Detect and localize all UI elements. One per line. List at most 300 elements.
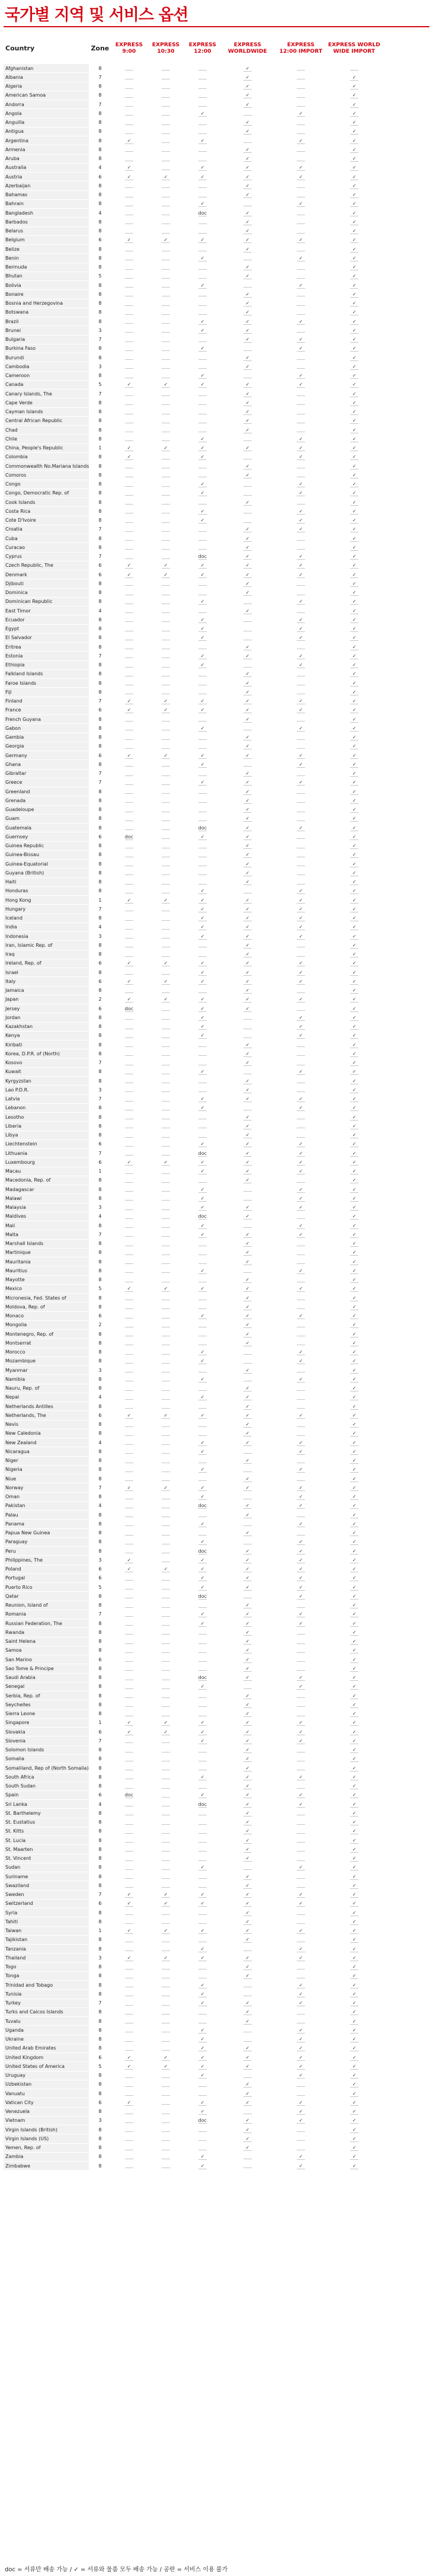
service-cell (111, 2125, 147, 2134)
service-mark (198, 941, 207, 947)
service-mark: ✓ (198, 978, 207, 985)
service-cell (221, 1474, 274, 1483)
table-row (4, 1945, 381, 1953)
table-row (4, 706, 381, 714)
service-cell (147, 1682, 184, 1691)
service-cell (147, 706, 184, 714)
service-mark: ✓ (297, 1159, 305, 1166)
service-cell (274, 1492, 328, 1501)
service-mark (162, 145, 170, 152)
service-cell (184, 877, 221, 886)
service-cell (328, 127, 381, 136)
service-mark: ✓ (243, 996, 252, 1003)
column-header-express-900: EXPRESS 9:00 (115, 42, 143, 55)
service-mark: ✓ (243, 851, 252, 858)
zone-value: 8 (89, 398, 111, 407)
service-cell (328, 1999, 381, 2007)
service-cell (147, 860, 184, 869)
service-cell (184, 1511, 221, 1520)
service-cell (221, 362, 274, 371)
service-mark: ✓ (198, 1023, 207, 1030)
table-row (4, 1818, 381, 1827)
service-mark (162, 326, 170, 333)
service-mark (125, 417, 133, 423)
service-mark (243, 281, 252, 288)
table-row (4, 2080, 381, 2089)
service-cell (111, 64, 147, 73)
service-cell (111, 1737, 147, 1745)
service-mark (243, 760, 252, 767)
country-name: Korea, D.P.R. of (North) (4, 1049, 89, 1058)
service-mark: ✓ (350, 2117, 358, 2124)
service-cell (147, 1718, 184, 1727)
service-mark: ✓ (198, 164, 207, 171)
country-name: Greece (4, 778, 89, 787)
service-cell (221, 1899, 274, 1908)
service-cell (328, 1917, 381, 1926)
service-cell (274, 254, 328, 263)
table-row (4, 1447, 381, 1456)
table-row (4, 1239, 381, 1248)
service-cell (221, 1655, 274, 1664)
service-mark: ✓ (350, 1132, 358, 1138)
service-cell (184, 742, 221, 751)
service-cell (328, 2152, 381, 2161)
table-row (4, 2044, 381, 2052)
table-row (4, 1031, 381, 1040)
service-cell (147, 2080, 184, 2089)
service-cell (274, 1981, 328, 1990)
service-mark (125, 344, 133, 351)
service-cell (184, 1320, 221, 1329)
service-cell (221, 1113, 274, 1122)
service-cell (274, 1077, 328, 1086)
service-mark: ✓ (350, 951, 358, 957)
service-cell (111, 1547, 147, 1556)
service-cell (274, 426, 328, 435)
service-cell (111, 398, 147, 407)
service-cell (221, 1483, 274, 1492)
service-cell (221, 1067, 274, 1076)
service-mark: ✓ (350, 1114, 358, 1121)
service-cell (111, 1167, 147, 1176)
service-mark (297, 1691, 305, 1698)
service-cell (184, 407, 221, 416)
service-mark (125, 1764, 133, 1770)
zone-value: 4 (89, 209, 111, 218)
service-mark: ✓ (350, 1412, 358, 1419)
service-cell (111, 1058, 147, 1067)
service-mark (125, 2071, 133, 2078)
country-name: Bahamas (4, 190, 89, 199)
service-cell (147, 1239, 184, 1248)
table-row (4, 697, 381, 706)
service-mark: ✓ (198, 1991, 207, 1997)
table-row (4, 1845, 381, 1854)
country-name: Bonaire (4, 290, 89, 299)
zone-value: 6 (89, 1311, 111, 1320)
service-cell (111, 669, 147, 678)
service-cell (111, 1809, 147, 1818)
country-name: Mauritius (4, 1266, 89, 1275)
service-mark (198, 336, 207, 342)
zone-value: 2 (89, 995, 111, 1004)
service-mark (243, 1520, 252, 1526)
service-cell (184, 1691, 221, 1700)
service-cell (111, 1818, 147, 1827)
service-mark: ✓ (350, 1295, 358, 1301)
service-cell (147, 1185, 184, 1194)
service-cell (328, 1411, 381, 1420)
service-mark: ✓ (350, 906, 358, 912)
service-mark (243, 598, 252, 604)
service-mark: ✓ (350, 110, 358, 117)
service-mark (125, 1212, 133, 1219)
service-mark (125, 806, 133, 812)
service-mark (162, 2089, 170, 2096)
service-cell (147, 1348, 184, 1356)
zone-value: 8 (89, 1962, 111, 1971)
service-cell (111, 597, 147, 606)
service-mark (125, 1366, 133, 1372)
service-cell (184, 1176, 221, 1185)
zone-value: 8 (89, 263, 111, 272)
service-mark: ✓ (350, 472, 358, 478)
zone-value: 8 (89, 1339, 111, 1348)
service-mark: ✓ (125, 164, 133, 171)
service-mark (243, 1013, 252, 1020)
service-cell (147, 1520, 184, 1528)
service-cell (147, 1800, 184, 1809)
service-cell (184, 1728, 221, 1737)
service-cell (111, 1908, 147, 1917)
service-cell (328, 462, 381, 471)
service-mark: ✓ (350, 806, 358, 813)
service-cell (147, 733, 184, 742)
service-cell (274, 190, 328, 199)
service-cell (147, 1257, 184, 1266)
service-cell (274, 245, 328, 254)
service-cell (147, 1058, 184, 1067)
service-mark: ✓ (350, 1538, 358, 1545)
service-mark: ✓ (297, 282, 305, 289)
service-cell (111, 2152, 147, 2161)
service-mark (162, 2008, 170, 2015)
service-mark (125, 1421, 133, 1427)
service-mark: ✓ (198, 1611, 207, 1617)
service-cell (274, 1031, 328, 1040)
zone-value: 8 (89, 407, 111, 416)
zone-value: 8 (89, 1601, 111, 1610)
service-cell (111, 1067, 147, 1076)
service-mark: ✓ (243, 1367, 252, 1374)
service-cell (184, 1492, 221, 1501)
service-cell (274, 2116, 328, 2125)
service-cell (221, 1926, 274, 1935)
service-mark: ✓ (350, 1421, 358, 1428)
zone-value: 4 (89, 1393, 111, 1402)
service-cell (184, 1981, 221, 1990)
service-cell (111, 1528, 147, 1537)
table-row (4, 932, 381, 941)
service-cell (147, 362, 184, 371)
service-mark: ✓ (297, 888, 305, 894)
service-cell (274, 1800, 328, 1809)
service-cell (184, 1294, 221, 1303)
service-mark: ✓ (243, 1783, 252, 1789)
service-cell (147, 226, 184, 235)
service-cell (111, 1356, 147, 1365)
service-cell (274, 1303, 328, 1311)
table-row (4, 507, 381, 516)
service-mark (198, 1131, 207, 1138)
service-mark (198, 1908, 207, 1915)
country-name: Marshall Islands (4, 1239, 89, 1248)
service-cell (111, 1303, 147, 1311)
service-mark: ✓ (350, 2153, 358, 2160)
zone-value: 5 (89, 1284, 111, 1293)
service-cell (147, 462, 184, 471)
zone-value: 7 (89, 1737, 111, 1745)
service-mark (125, 100, 133, 107)
country-name: Portugal (4, 1573, 89, 1582)
service-cell (147, 1275, 184, 1284)
service-cell (274, 1764, 328, 1773)
service-cell (111, 1275, 147, 1284)
service-mark: ✓ (243, 1674, 252, 1681)
service-cell (328, 1420, 381, 1429)
service-cell (147, 1790, 184, 1799)
service-mark: ✓ (243, 716, 252, 723)
service-mark: ✓ (243, 2081, 252, 2087)
service-cell (184, 1122, 221, 1131)
service-cell (274, 1248, 328, 1257)
service-cell (111, 1248, 147, 1257)
table-row (4, 796, 381, 805)
service-mark: ✓ (297, 2054, 305, 2061)
service-mark (125, 842, 133, 848)
service-mark (125, 941, 133, 947)
service-cell (184, 235, 221, 244)
service-mark: ✓ (243, 770, 252, 777)
service-cell (274, 1004, 328, 1013)
service-mark (125, 290, 133, 296)
service-cell (184, 1537, 221, 1546)
service-mark: ✓ (350, 1457, 358, 1464)
service-mark (162, 1746, 170, 1753)
service-mark: ✓ (198, 933, 207, 940)
zone-value: 8 (89, 742, 111, 751)
zone-value: 6 (89, 570, 111, 579)
service-cell (221, 317, 274, 326)
service-mark: ✓ (243, 933, 252, 940)
service-cell (147, 127, 184, 136)
service-cell (184, 977, 221, 986)
service-mark: ✓ (350, 1403, 358, 1410)
service-mark (198, 362, 207, 369)
service-cell (221, 1411, 274, 1420)
service-mark (125, 607, 133, 613)
service-mark: ✓ (162, 1566, 170, 1572)
zone-value: 8 (89, 1990, 111, 1999)
service-cell (184, 2017, 221, 2026)
service-mark: ✓ (162, 707, 170, 713)
service-cell (274, 2026, 328, 2035)
service-mark (125, 1140, 133, 1147)
service-mark (198, 1294, 207, 1300)
service-mark (162, 1547, 170, 1553)
service-cell (221, 2017, 274, 2026)
service-mark: ✓ (350, 1755, 358, 1762)
service-mark: ✓ (198, 1891, 207, 1898)
service-cell (184, 371, 221, 380)
service-mark: ✓ (350, 1792, 358, 1798)
service-cell (274, 986, 328, 995)
country-name: Guadeloupe (4, 805, 89, 814)
service-mark: ✓ (162, 1955, 170, 1961)
table-row (4, 2143, 381, 2152)
service-mark: ✓ (350, 2036, 358, 2042)
service-cell (147, 1465, 184, 1474)
service-mark (162, 887, 170, 893)
service-cell (147, 1573, 184, 1582)
service-cell (147, 498, 184, 507)
service-mark: ✓ (297, 2063, 305, 2070)
service-mark (198, 1049, 207, 1056)
service-cell (184, 1221, 221, 1230)
title-divider (4, 26, 429, 27)
service-cell (328, 426, 381, 435)
service-cell (221, 1962, 274, 1971)
zone-value: 8 (89, 1384, 111, 1393)
service-mark (198, 82, 207, 89)
country-name: Sri Lanka (4, 1800, 89, 1809)
table-row (4, 914, 381, 922)
table-row (4, 995, 381, 1004)
service-mark (198, 181, 207, 188)
service-mark (162, 1800, 170, 1806)
service-mark: ✓ (350, 1204, 358, 1211)
service-mark (125, 1691, 133, 1698)
service-mark: ✓ (243, 355, 252, 361)
zone-value: 4 (89, 607, 111, 615)
service-cell (221, 2080, 274, 2089)
service-mark: ✓ (198, 2163, 207, 2169)
service-mark (297, 1700, 305, 1707)
service-cell (111, 1926, 147, 1935)
service-mark (297, 1004, 305, 1011)
zone-value: 7 (89, 652, 111, 660)
service-cell (274, 1257, 328, 1266)
service-mark (125, 209, 133, 215)
service-mark: ✓ (350, 1042, 358, 1048)
service-cell (184, 498, 221, 507)
service-mark (125, 426, 133, 432)
service-cell (328, 1971, 381, 1980)
service-cell (274, 1239, 328, 1248)
service-mark (162, 155, 170, 161)
table-row (4, 353, 381, 362)
service-mark: ✓ (243, 1331, 252, 1338)
service-cell (111, 2089, 147, 2098)
service-mark: ✓ (243, 1900, 252, 1907)
service-mark: ✓ (243, 1765, 252, 1771)
service-cell (274, 1348, 328, 1356)
service-cell (221, 615, 274, 624)
service-cell (111, 877, 147, 886)
service-mark (198, 245, 207, 251)
service-cell (328, 823, 381, 832)
zone-value: 6 (89, 1139, 111, 1148)
country-name: Trinidad and Tobago (4, 1981, 89, 1990)
table-row (4, 1429, 381, 1438)
service-mark: ✓ (243, 1873, 252, 1880)
country-name: Kyrgyzstan (4, 1077, 89, 1086)
service-cell (184, 1330, 221, 1339)
service-cell (111, 841, 147, 850)
service-mark: ✓ (350, 83, 358, 90)
service-cell (274, 353, 328, 362)
service-cell (147, 1221, 184, 1230)
service-cell (111, 751, 147, 760)
service-cell (221, 1366, 274, 1375)
service-mark: ✓ (125, 1485, 133, 1491)
table-row (4, 1511, 381, 1520)
service-mark: ✓ (350, 1629, 358, 1636)
service-cell (221, 173, 274, 181)
service-cell (221, 1384, 274, 1393)
service-mark: ✓ (198, 1159, 207, 1166)
service-mark: ✓ (243, 1168, 252, 1174)
service-mark (125, 1538, 133, 1544)
service-cell (328, 1040, 381, 1049)
service-mark (162, 860, 170, 866)
service-mark (162, 1212, 170, 1219)
service-cell (111, 516, 147, 525)
service-cell (221, 2107, 274, 2116)
country-name: Tanzania (4, 1945, 89, 1953)
service-mark: ✓ (243, 1837, 252, 1844)
zone-value: 8 (89, 1971, 111, 1980)
service-cell (274, 1194, 328, 1203)
service-cell (111, 1745, 147, 1754)
service-cell (328, 959, 381, 968)
service-cell (184, 1709, 221, 1718)
service-cell (328, 1890, 381, 1899)
table-row (4, 896, 381, 905)
service-cell (147, 1872, 184, 1881)
column-header-zone: Zone (91, 44, 110, 52)
service-mark (125, 2144, 133, 2150)
country-name: Commonwealth No.Mariana Islands (4, 462, 89, 471)
zone-value: 3 (89, 1086, 111, 1094)
service-cell (147, 290, 184, 299)
service-cell (147, 886, 184, 895)
service-mark (162, 263, 170, 270)
service-cell (147, 398, 184, 407)
table-row (4, 1782, 381, 1790)
service-cell (184, 1854, 221, 1863)
zone-value: 8 (89, 118, 111, 127)
service-mark: ✓ (350, 779, 358, 786)
service-mark (162, 435, 170, 441)
service-cell (147, 1709, 184, 1718)
service-cell (111, 1646, 147, 1655)
service-mark (297, 1339, 305, 1345)
service-cell (184, 1673, 221, 1682)
service-cell (147, 1926, 184, 1935)
service-cell (184, 1845, 221, 1854)
